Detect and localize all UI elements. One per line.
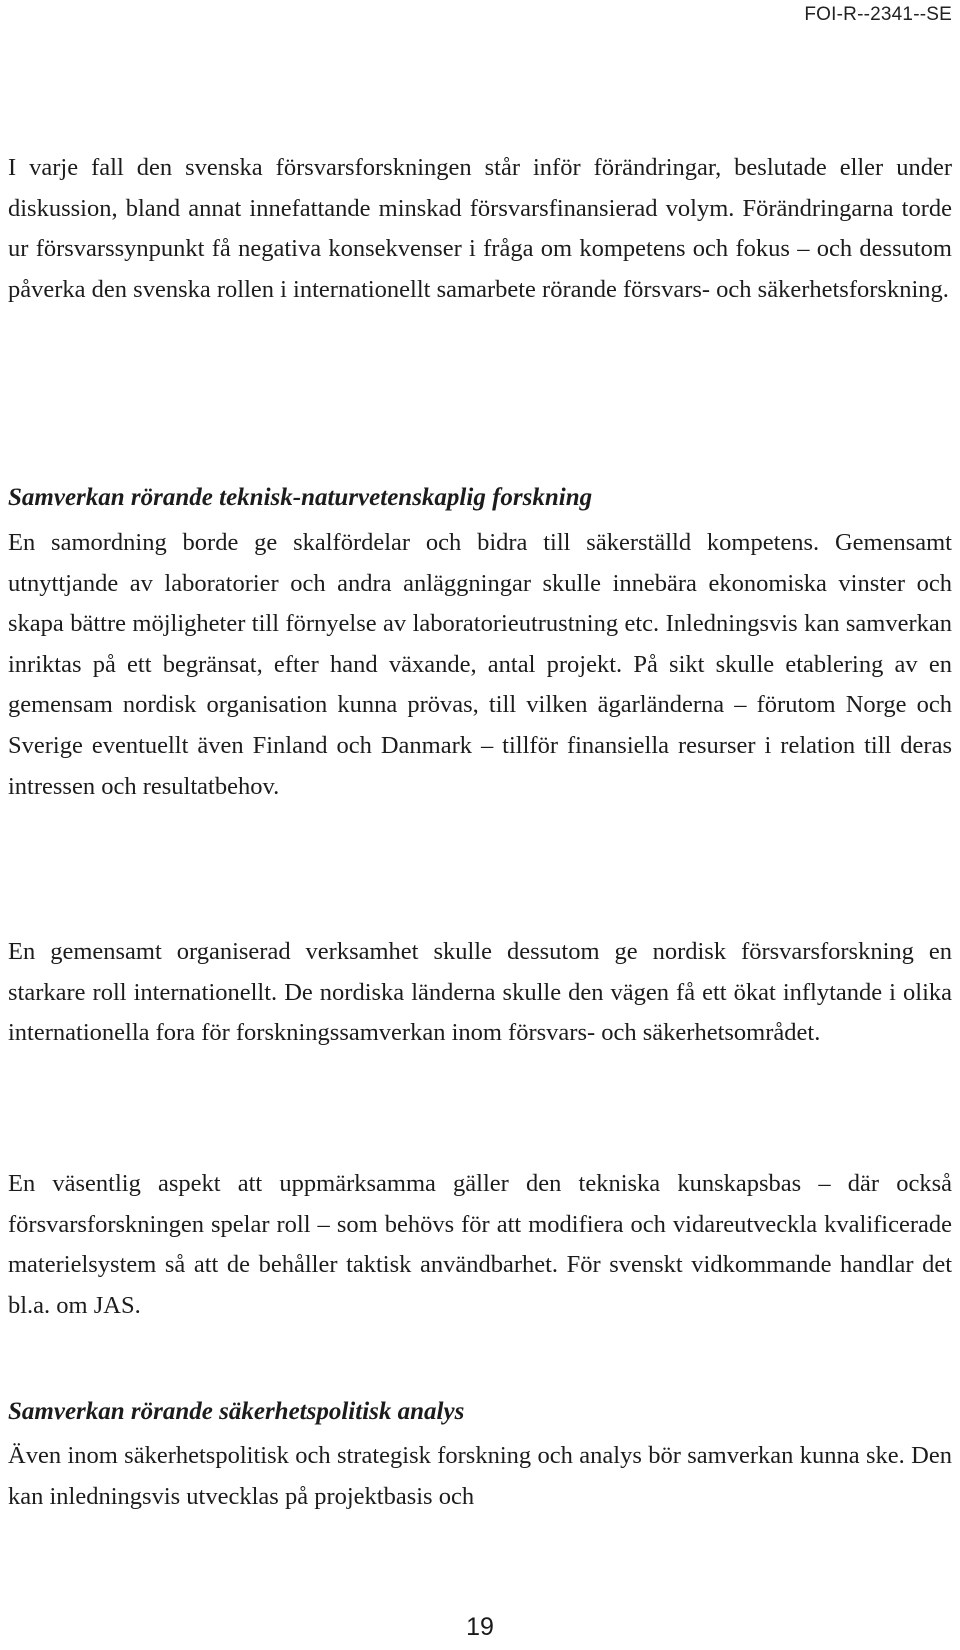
document-id: FOI-R--2341--SE (804, 4, 952, 25)
section-heading-technical-research: Samverkan rörande teknisk-naturvetenskaplig forskning (8, 484, 593, 511)
paragraph-international-role: En gemensamt organiserad verksamhet skulle dessutom ge nordisk försvarsforskning en starkare roll internationellt. De nordiska länderna skulle den vägen få ett ökat inflytande i olika internationella fora för forskningssamverkan inom försvars- och säkerhetsområdet. (8, 938, 952, 1047)
page-number: 19 (466, 1613, 494, 1641)
paragraph-coordination: En samordning borde ge skalfördelar och bidra till säkerställd kompetens. Gemensamt utnyttjande av laboratorier och andra anläggningar skulle innebära ekonomiska vinster och skapa bättre möjligheter till förnyelse av laboratorieutrustning etc. Inledningsvis kan samverkan inriktas på ett begränsat, efter hand växande, antal projekt. På sikt skulle etablering av en gemensam nordisk organisation kunna prövas, till vilken ägarländerna – förutom Norge och Sverige eventuellt även Finland och Danmark – tillför finansiella resurser i relation till deras intressen och resultatbehov. (8, 529, 952, 800)
paragraph-security-analysis: Även inom säkerhetspolitisk och strategisk forskning och analys bör samverkan kunna ske. Den kan inledningsvis utvecklas på projektbasis och (8, 1442, 952, 1510)
paragraph-intro: I varje fall den svenska försvarsforskningen står inför förändringar, beslutade eller under diskussion, bland annat innefattande minskad försvarsfinansierad volym. Förändringarna torde ur försvarssynpunkt få negativa konsekvenser i fråga om kompetens och fokus – och dessutom påverka den svenska rollen i internationellt samarbete rörande försvars- och säkerhetsforskning. (8, 154, 952, 303)
paragraph-knowledge-base: En väsentlig aspekt att uppmärksamma gäller den tekniska kunskapsbas – där också försvarsforskningen spelar roll – som behövs för att modifiera och vidareutveckla kvalificerade materielsystem så att de behåller taktisk användbarhet. För svenskt vidkommande handlar det bl.a. om JAS. (8, 1170, 952, 1319)
section-heading-security-analysis: Samverkan rörande säkerhetspolitisk analys (8, 1398, 465, 1425)
